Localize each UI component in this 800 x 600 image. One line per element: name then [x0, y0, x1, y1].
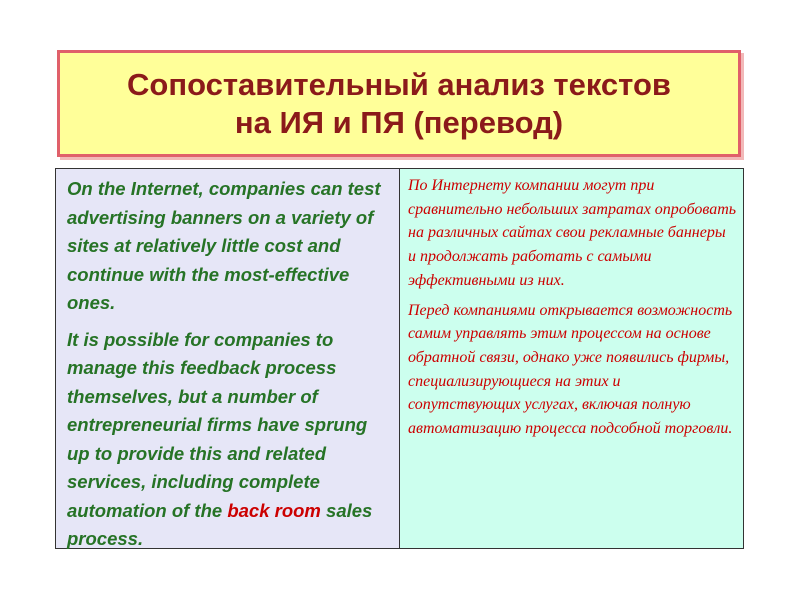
back-room-highlight: back room	[227, 499, 321, 521]
slide-title	[57, 50, 741, 157]
english-paragraph-2-end: sales process.	[67, 499, 373, 549]
russian-paragraph-1: По Интернету компании могут при сравнительно небольших затратах опробовать на различных сайтах свои рекламные баннеры и продолжать работать с самыми эффективными из них.	[408, 177, 737, 289]
english-paragraph-2-start: It is possible for companies to manage this feedback process themselves, but a number of entrepreneurial firms have sprung up to provide this and related services, including complete automation of the	[67, 328, 368, 521]
title-line-2: на ИЯ и ПЯ (перевод)	[234, 104, 564, 140]
title-line-1: Сопоставительный анализ текстов	[127, 66, 671, 102]
english-paragraph-2	[67, 326, 391, 554]
russian-paragraph-2: Перед компаниями открывается возможность самим управлять этим процессом на основе обратной связи, однако уже появились фирмы, специализирующиеся на этих и сопутствующих услугах, включая полную автоматизацию процесса подсобной торговли.	[408, 301, 733, 438]
comparison-table	[55, 168, 744, 549]
russian-column	[400, 169, 743, 548]
english-paragraph-1: On the Internet, companies can test advertising banners on a variety of sites at relatively little cost and continue with the most-effective ones.	[67, 178, 381, 313]
english-column	[56, 169, 400, 548]
